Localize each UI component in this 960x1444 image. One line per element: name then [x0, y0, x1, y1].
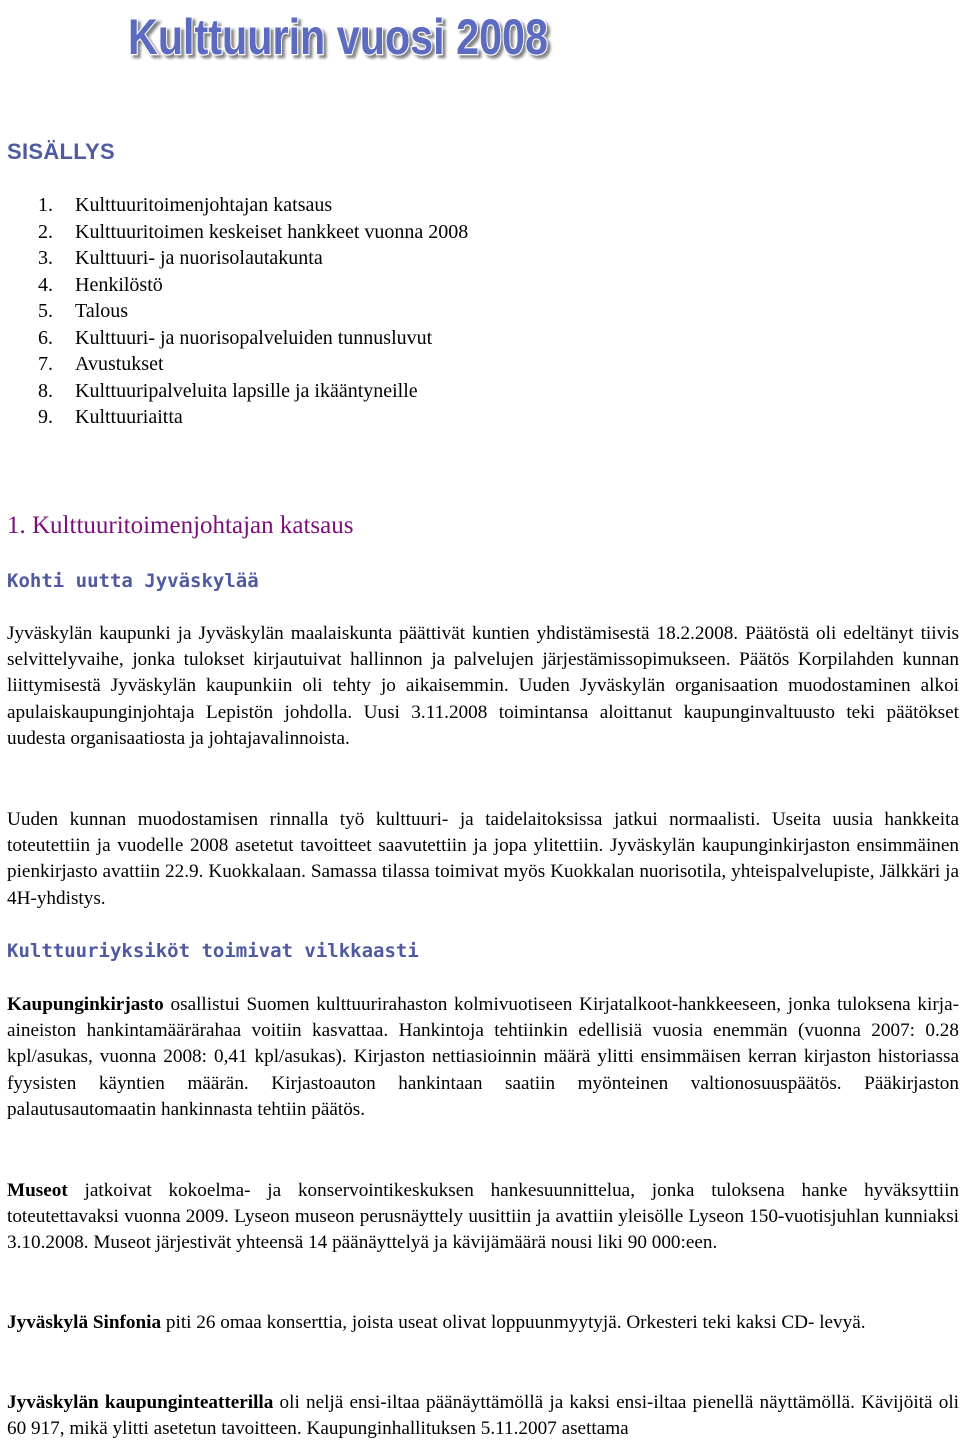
- toc-item-number: 3.: [38, 247, 53, 269]
- toc-item-number: 9.: [38, 406, 53, 428]
- logo-text: Kulttuurin vuosi 2008: [128, 9, 548, 65]
- toc-item-number: 7.: [38, 353, 53, 375]
- museums-name: Museot: [7, 1180, 68, 1201]
- toc-item-number: 4.: [38, 273, 53, 296]
- toc-item-label: Avustukset: [75, 353, 164, 375]
- toc-item[interactable]: [38, 272, 468, 299]
- section-title: 1. Kulttuuritoimenjohtajan katsaus: [7, 512, 354, 539]
- toc-item-label: Kulttuuritoimen keskeiset hankkeet vuonna 2008: [75, 220, 469, 243]
- toc-item-label: Talous: [75, 300, 129, 322]
- toc-item-label: Kulttuuri- ja nuorisolautakunta: [75, 247, 323, 269]
- toc-item-number: 1.: [38, 194, 53, 216]
- toc-item-label: Kulttuuritoimenjohtajan katsaus: [75, 194, 333, 216]
- toc-item-number: 2.: [38, 220, 53, 243]
- toc-item-number: 8.: [38, 379, 53, 402]
- toc-item[interactable]: [38, 351, 468, 378]
- theatre-name: Jyväskylän kaupunginteatterilla: [7, 1392, 274, 1413]
- toc-heading: SISÄLLYS: [7, 139, 115, 164]
- toc-item-label: Kulttuuri- ja nuorisopalveluiden tunnusluvut: [75, 326, 433, 349]
- library-text: osallistui Suomen kulttuurirahaston kolmivuotiseen Kirjatalkoot-hankkeeseen, jonka tuloksena kirja-aineiston hankintamäärärahaa voitiin kasvattaa. Hankintoja tehtiinkin edellisiä vuosia enemmän (vuonna 2007: 0.28 kpl/asukas, vuonna 2008: 0,41 kpl/asukas). Kirjaston nettiasioinnin määrä ylitti ensimmäisen kerran kirjaston historiassa fyysisten käyntien määrän. Kirjastoauton hankintaan saatiin myönteinen valtionosuuspäätös. Pääkirjaston palautusautomaatin hankinnasta tehtiin päätös.: [7, 994, 959, 1120]
- paragraph-new-municipality: Uuden kunnan muodostamisen rinnalla työ kulttuuri- ja taidelaitoksissa jatkui normaalisti. Useita uusia hankkeita toteutettiin ja vuodelle 2008 asetetut tavoitteet saavutettiin ja jopa ylitettiin. Jyväskylän kaupunginkirjaston ensimmäinen pienkirjasto avattiin 22.9. Kuokkalaan. Samassa tilassa toimivat myös Kuokkalan nuorisotila, yhteispalvelupiste, Jälkkäri ja 4H-yhdistys.: [7, 809, 959, 909]
- sinfonia-name: Jyväskylä Sinfonia: [7, 1312, 162, 1333]
- header-logo: [0, 0, 960, 70]
- toc-item[interactable]: [38, 298, 468, 325]
- table-of-contents: [38, 192, 468, 431]
- paragraph-merger: Jyväskylän kaupunki ja Jyväskylän maalaiskunta päättivät kuntien yhdistämisestä 18.2.2008. Päätöstä oli edeltänyt tiivis selvittelyvaihe, jonka tulokset kirjautuivat hallinnon ja palvelujen järjestämissopimukseen. Päätös Korpilahden kunnan liittymisestä Jyväskylän kaupunkiin oli tehty jo aikaisemmin. Uuden Jyväskylän organisaation muodostaminen alkoi apulaiskaupunginjohtaja Lepistön johdolla. Uusi 3.11.2008 toimintansa aloittanut kaupunginvaltuusto teki päätökset uudesta organisaatiosta ja johtajavalinnoista.: [7, 623, 959, 749]
- toc-item-label: Henkilöstö: [75, 273, 163, 296]
- toc-item[interactable]: [38, 325, 468, 352]
- sub-heading-culture-units: Kulttuuriyksiköt toimivat vilkkaasti: [7, 940, 419, 962]
- toc-item[interactable]: [38, 192, 468, 219]
- toc-item-number: 5.: [38, 300, 53, 322]
- paragraph-museums: [7, 1178, 959, 1257]
- toc-item[interactable]: [38, 245, 468, 272]
- museums-text: jatkoivat kokoelma- ja konservointikeskuksen hankesuunnittelua, jonka tuloksena hanke hyväksyttiin toteutettavaksi vuonna 2009. Lyseon museon perusnäyttely uusittiin ja avattiin yleisölle Lyseon 150-vuotisjuhlan kunniaksi 3.10.2008. Museot järjestivät yhteensä 14 päänäyttelyä ja kävijämäärä nousi liki 90 000:een.: [7, 1180, 959, 1254]
- theatre-text: oli neljä ensi-iltaa päänäyttämöllä ja kaksi ensi-iltaa pienellä näyttämöllä. Kävijöitä oli 60 917, mikä ylitti asetetun tavoitteen. Kaupunginhallituksen 5.11.2007 asettama: [7, 1392, 959, 1440]
- paragraph-theatre: [7, 1390, 959, 1442]
- toc-item-number: 6.: [38, 326, 53, 349]
- logo-wordart: [120, 2, 560, 68]
- toc-item-label: Kulttuuripalveluita lapsille ja ikääntyneille: [75, 379, 418, 402]
- toc-item[interactable]: [38, 404, 468, 431]
- sinfonia-text: piti 26 omaa konserttia, joista useat olivat loppuunmyytyjä. Orkesteri teki kaksi CD- levyä.: [161, 1312, 866, 1333]
- paragraph-sinfonia: [7, 1310, 959, 1336]
- toc-item[interactable]: [38, 219, 468, 246]
- paragraph-library: [7, 992, 959, 1123]
- library-name: Kaupunginkirjasto: [7, 994, 164, 1015]
- toc-item[interactable]: [38, 378, 468, 405]
- sub-heading-new-jyvaskyla: Kohti uutta Jyväskylää: [7, 570, 259, 592]
- toc-item-label: Kulttuuriaitta: [75, 406, 183, 428]
